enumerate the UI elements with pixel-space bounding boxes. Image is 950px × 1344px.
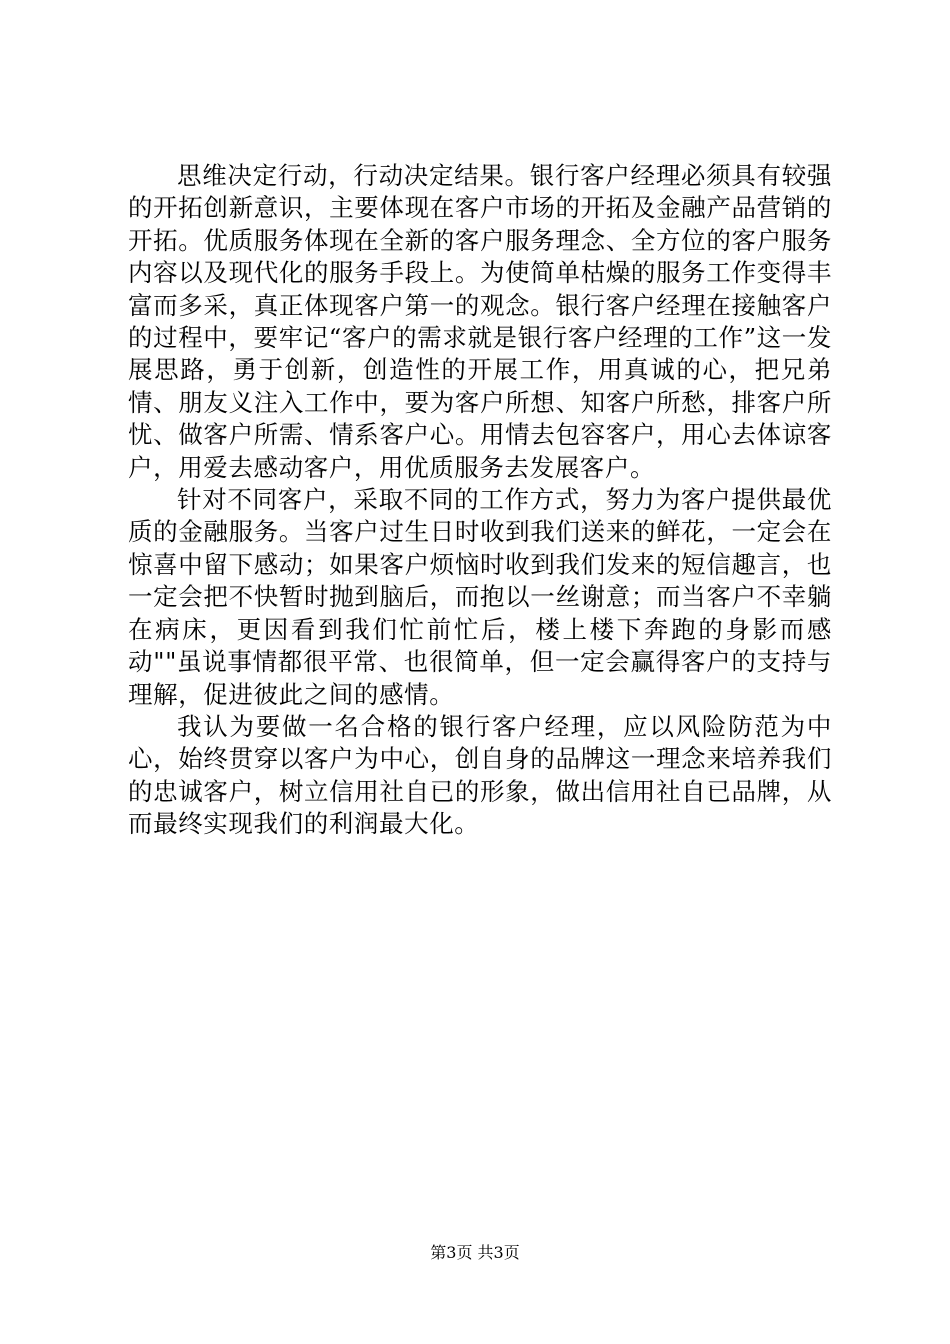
document-body <box>128 160 832 841</box>
paragraph-2: 针对不同客户，采取不同的工作方式，努力为客户提供最优质的金融服务。当客户过生日时收到我们送来的鲜花，一定会在惊喜中留下感动；如果客户烦恼时收到我们发来的短信趣言，也一定会把不快暂时抛到脑后，而抱以一丝谢意；而当客户不幸躺在病床，更因看到我们忙前忙后，楼上楼下奔跑的身影而感动""虽说事情都很平常、也很简单，但一定会赢得客户的支持与理解，促进彼此之间的感情。 <box>128 485 832 709</box>
paragraph-3: 我认为要做一名合格的银行客户经理，应以风险防范为中心，始终贯穿以客户为中心，创自身的品牌这一理念来培养我们的忠诚客户，树立信用社自已的形象，做出信用社自已品牌，从而最终实现我们的利润最大化。 <box>128 711 832 839</box>
page-number-footer: 第3页 共3页 <box>430 1243 520 1262</box>
paragraph-1: 思维决定行动，行动决定结果。银行客户经理必须具有较强的开拓创新意识，主要体现在客户市场的开拓及金融产品营销的开拓。优质服务体现在全新的客户服务理念、全方位的客户服务内容以及现代化的服务手段上。为使简单枯燥的服务工作变得丰富而多采，真正体现客户第一的观念。银行客户经理在接触客户的过程中，要牢记“客户的需求就是银行客户经理的工作”这一发展思路，勇于创新，创造性的开展工作，用真诚的心，把兄弟情、朋友义注入工作中，要为客户所想、知客户所愁，排客户所忧、做客户所需、情系客户心。用情去包容客户，用心去体谅客户，用爱去感动客户，用优质服务去发展客户。 <box>128 161 832 482</box>
